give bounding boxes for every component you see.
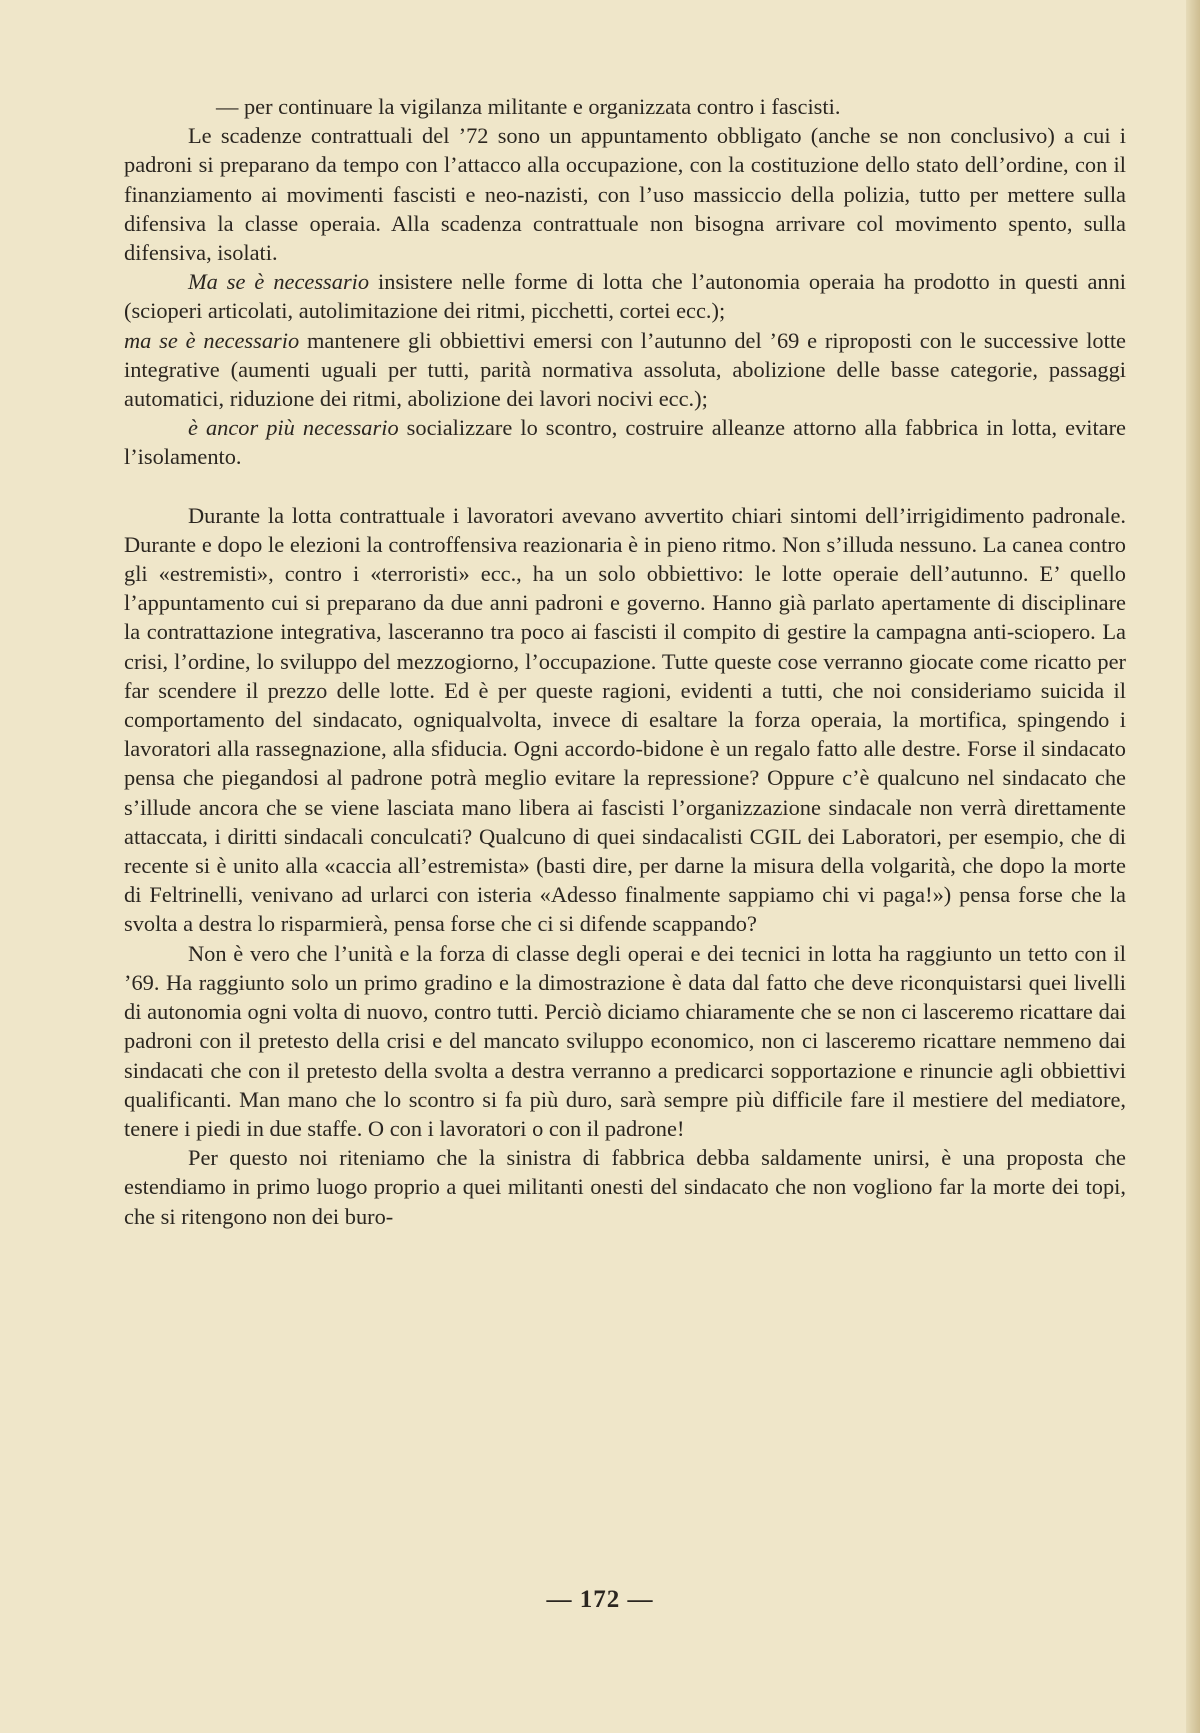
section-gap [124,472,1126,501]
paragraph-sinistra-fabbrica: Per questo noi riteniamo che la sinistra di fabbrica debba saldamente unirsi, è una proposta che estendiamo in primo luogo proprio a quei militanti onesti del sindacato che non vogliono far la morte dei topi, che si ritengono non dei buro- [124,1145,1126,1229]
body-text [124,92,1126,1231]
emphasis-ma-se-2: ma se è necessario [124,327,300,353]
page-number: — 172 — [546,1586,654,1613]
emphasis-ancor-piu: è ancor più necessario [188,415,399,441]
paragraph-ma-se-1 [124,267,1126,325]
paragraph-ancor-piu [124,413,1126,471]
paragraph-lotta-contrattuale: Durante la lotta contrattuale i lavoratori avevano avvertito chiari sintomi dell’irrigidimento padronale. Durante e dopo le elezioni la controffensiva reazionaria è in pieno ritmo. Non s’illuda nessuno. La canea contro gli «estremisti», contro i «terroristi» ecc., ha un solo obbiettivo: le lotte operaie dell’autunno. E’ quello l’appuntamento cui si preparano da due anni padroni e governo. Hanno già parlato apertamente di disciplinare la contrattazione integrativa, lasceranno tra poco ai fascisti il compito di gestire la campagna anti-sciopero. La crisi, l’ordine, lo sviluppo del mezzogiorno, l’occupazione. Tutte queste cose verranno giocate come ricatto per far scendere il prezzo delle lotte. Ed è per queste ragioni, evidenti a tutti, che noi consideriamo suicida il comportamento del sindacato, ogniqualvolta, invece di esaltare la forza operaia, la mortifica, spingendo i lavoratori alla rassegnazione, alla sfiducia. Ogni accordo-bidone è un regalo fatto alle destre. Forse il sindacato pensa che piegandosi al padrone potrà meglio evitare la repressione? Oppure c’è qualcuno nel sindacato che s’illude ancora che se viene lasciata mano libera ai fascisti l’organizzazione sindacale non verrà direttamente attaccata, i diritti sindacali conculcati? Qualcuno di quei sindacalisti CGIL dei Laboratori, per esempio, che di recente si è unito alla «caccia all’estremista» (basti dire, per darne la misura della volgarità, che dopo la morte di Feltrinelli, venivano ad urlarci con isteria «Adesso finalmente sappiamo chi vi paga!») pensa forse che la svolta a destra lo risparmierà, pensa forse che ci si difende scappando? [124,502,1126,937]
paragraph-unita-forza: Non è vero che l’unità e la forza di classe degli operai e dei tecnici in lotta ha raggiunto un tetto con il ’69. Ha raggiunto solo un primo gradino e la dimostrazione è data dal fatto che deve riconquistarsi quei livelli di autonomia ogni volta di nuovo, contro tutti. Perciò diciamo chiaramente che se non ci lasceremo ricattare dai padroni con il pretesto della crisi e del mancato sviluppo economico, non ci lasceremo ricattare nemmeno dai sindacati che con il pretesto della svolta a destra verranno a predicarci sopportazione e rinuncie agli obbiettivi qualificanti. Man mano che lo scontro si fa più duro, sarà sempre più difficile fare il mestiere del mediatore, tenere i piedi in due staffe. O con i lavoratori o con il padrone! [124,940,1126,1141]
page-edge-shadow [1186,0,1200,1733]
paragraph-ma-se-1-text: insistere nelle forme di lotta che l’autonomia operaia ha prodotto in questi anni (scioperi articolati, autolimitazione dei ritmi, picchetti, cortei ecc.); [124,269,1126,324]
paragraph-ma-se-2 [124,326,1126,414]
emphasis-ma-se-1: Ma se è necessario [188,269,370,295]
paragraph-ma-se-2-text: mantenere gli obbiettivi emersi con l’autunno del ’69 e riproposti con le successive lotte integrative (aumenti uguali per tutti, parità normativa assoluta, abolizione delle basse categorie, passaggi automatici, riduzione dei ritmi, abolizione dei lavori nocivi ecc.); [124,327,1127,412]
dash-line: — per continuare la vigilanza militante e organizzata contro i fascisti. [216,94,841,119]
paragraph-ancor-piu-text: socializzare lo scontro, costruire alleanze attorno alla fabbrica in lotta, evitare l’isolamento. [124,415,1126,470]
paragraph-scadenze: Le scadenze contrattuali del ’72 sono un appuntamento obbligato (anche se non conclusivo) a cui i padroni si preparano da tempo con l’attacco alla occupazione, con la costituzione dello stato dell’ordine, con il finanziamento ai movimenti fascisti e neo-nazisti, con l’uso massiccio della polizia, tutto per mettere sulla difensiva la classe operaia. Alla scadenza contrattuale non bisogna arrivare col movimento spento, sulla difensiva, isolati. [124,123,1126,266]
